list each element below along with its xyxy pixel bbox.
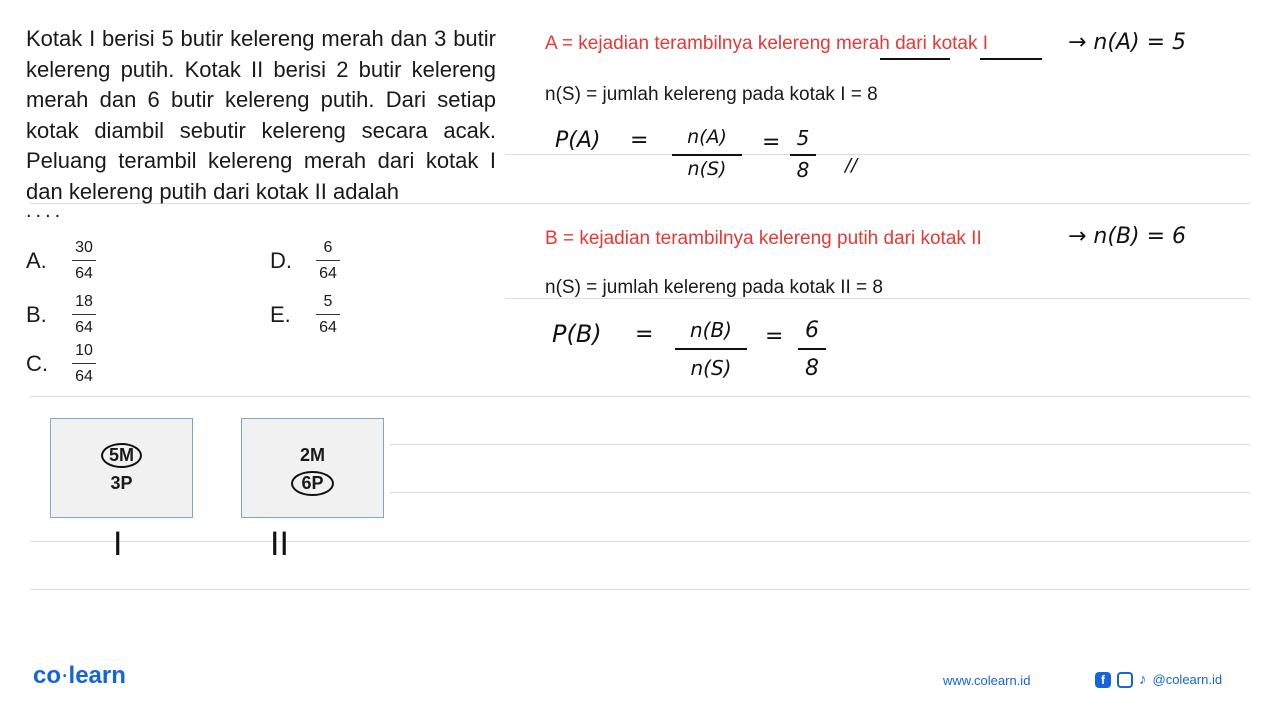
pb-eq2: = — [765, 324, 784, 349]
ruled-line — [390, 492, 1250, 493]
option-label: D. — [270, 247, 292, 273]
denominator: 64 — [75, 319, 93, 336]
denominator: 64 — [319, 265, 337, 282]
option-e[interactable] — [270, 292, 340, 337]
ruled-line — [30, 541, 1250, 542]
pa-den: n(S) — [687, 158, 727, 180]
colearn-logo[interactable]: co •learn — [33, 662, 126, 689]
tiktok-icon[interactable]: ♪ — [1139, 671, 1147, 688]
box-two-roman: II — [270, 525, 289, 563]
sample-space-a: n(S) = jumlah kelereng pada kotak I = 8 — [545, 84, 878, 105]
pb-eq1: = — [635, 322, 654, 347]
option-fraction — [316, 292, 340, 337]
ruled-line — [30, 589, 1250, 590]
pa-done-mark: // — [845, 155, 858, 176]
event-a-definition: A = kejadian terambilnya kelereng merah dari kotak I — [545, 33, 989, 54]
pa-lhs: P(A) — [555, 128, 601, 153]
option-label: A. — [26, 247, 47, 273]
box-one-roman: I — [113, 525, 123, 563]
fraction-bar — [675, 348, 747, 350]
numerator: 6 — [323, 239, 333, 256]
question-text: Kotak I berisi 5 butir kelereng merah dan 3 butir kelereng putih. Kotak II berisi 2 butir kelereng merah dan 6 butir kelereng putih. Dari setiap kotak diambil sebutir kelereng secara acak. Peluang terambil kelereng merah dari kotak I dan kelereng putih dari kotak II adalah — [26, 26, 496, 204]
box-two-red: 2M — [299, 445, 325, 465]
social-handle[interactable]: @colearn.id — [1152, 672, 1223, 687]
pb-den: n(S) — [690, 356, 732, 380]
box-two — [241, 418, 384, 518]
fraction-bar — [672, 154, 742, 156]
pa-eq2: = — [762, 130, 781, 155]
fraction-bar — [790, 154, 816, 156]
logo-part: learn — [68, 662, 126, 689]
option-label: C. — [26, 350, 48, 376]
sample-space-b: n(S) = jumlah kelereng pada kotak II = 8 — [545, 277, 883, 298]
option-a[interactable] — [26, 238, 96, 283]
option-label: E. — [270, 301, 291, 327]
numerator: 5 — [323, 293, 333, 310]
social-links — [1095, 671, 1222, 688]
pb-lhs: P(B) — [552, 320, 602, 348]
event-b-definition: B = kejadian terambilnya kelereng putih dari kotak II — [545, 228, 982, 249]
numerator: 30 — [75, 239, 93, 256]
numerator: 18 — [75, 293, 93, 310]
box-two-white: 6P — [242, 471, 383, 496]
fraction-bar — [798, 348, 826, 350]
option-fraction — [72, 238, 96, 283]
logo-part: co — [33, 662, 62, 689]
website-link[interactable]: www.colearn.id — [943, 673, 1031, 688]
hand-nb: → n(B) = 6 — [1068, 224, 1187, 249]
instagram-icon[interactable] — [1117, 672, 1133, 688]
denominator: 64 — [319, 319, 337, 336]
option-fraction — [72, 341, 96, 386]
underline — [880, 58, 950, 60]
denominator: 64 — [75, 265, 93, 282]
pb-value-num: 6 — [805, 318, 819, 343]
hand-na: → n(A) = 5 — [1068, 30, 1187, 55]
option-fraction — [316, 238, 340, 283]
numerator: 10 — [75, 342, 93, 359]
pb-num: n(B) — [689, 318, 732, 342]
underline — [980, 58, 1042, 60]
pa-eq1: = — [630, 128, 649, 153]
option-d[interactable] — [270, 238, 340, 283]
option-fraction — [72, 292, 96, 337]
option-c[interactable] — [26, 341, 96, 386]
box-one-red: 5M — [51, 443, 192, 468]
pa-value-den: 8 — [796, 158, 810, 182]
ruled-line — [30, 396, 1250, 397]
box-one-white: 3P — [110, 473, 133, 493]
pa-num: n(A) — [687, 126, 727, 148]
ruled-line — [505, 154, 1250, 155]
denominator: 64 — [75, 368, 93, 385]
question-ellipsis: .... — [26, 200, 65, 222]
pa-value-num: 5 — [796, 126, 810, 150]
pb-value-den: 8 — [805, 356, 819, 381]
box-one — [50, 418, 193, 518]
facebook-icon[interactable]: f — [1095, 672, 1111, 688]
option-b[interactable] — [26, 292, 96, 337]
ruled-line — [390, 444, 1250, 445]
option-label: B. — [26, 301, 47, 327]
